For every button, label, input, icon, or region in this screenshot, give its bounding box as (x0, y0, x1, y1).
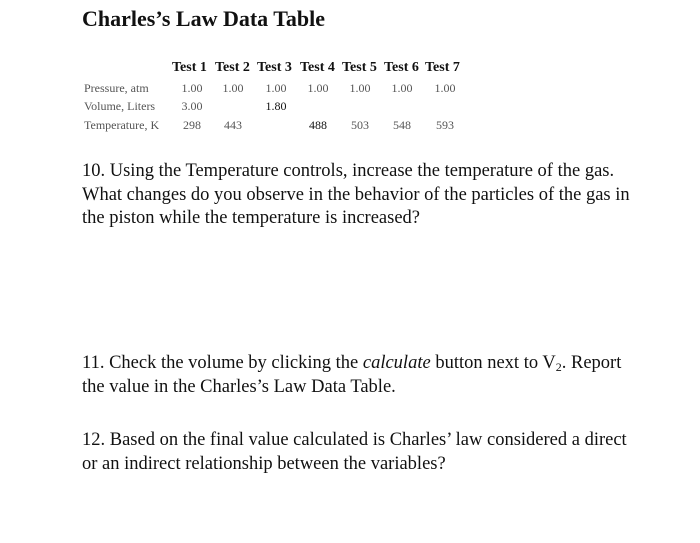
question-11-suffix: . Report the value in the Charles’s Law Data Table. (82, 353, 622, 397)
table-header-test-6: Test 6 (384, 60, 419, 75)
subscript-2: 2 (555, 360, 562, 374)
cell-temperature-test-7: 593 (436, 118, 454, 132)
table-header-test-7: Test 7 (425, 60, 460, 75)
row-label-volume: Volume, Liters (84, 99, 156, 113)
calculate-emphasis: calculate (362, 353, 431, 373)
row-label-temperature: Temperature, K (84, 118, 160, 132)
question-11 (82, 352, 642, 399)
cell-pressure-test-5: 1.00 (349, 81, 371, 95)
cell-pressure-test-1: 1.00 (181, 81, 203, 95)
table-header-test-5: Test 5 (342, 60, 377, 75)
table-header-test-3: Test 3 (257, 60, 292, 75)
cell-temperature-test-6: 548 (393, 118, 411, 132)
table-header-test-4: Test 4 (300, 60, 335, 75)
page-title: Charles’s Law Data Table (82, 6, 326, 31)
cell-volume-test-3: 1.80 (265, 99, 287, 113)
cell-temperature-test-1: 298 (183, 118, 201, 132)
question-11-prefix: 11. Check the volume by clicking the (82, 353, 363, 373)
cell-pressure-test-6: 1.00 (391, 81, 413, 95)
table-header-test-1: Test 1 (172, 60, 207, 75)
cell-pressure-test-3: 1.00 (265, 81, 287, 95)
cell-pressure-test-4: 1.00 (307, 81, 329, 95)
cell-pressure-test-7: 1.00 (434, 81, 456, 95)
question-10: 10. Using the Temperature controls, increase the temperature of the gas. What changes do you observe in the behavior of the particles of the gas in the piston while the temperature is increased? (82, 161, 630, 228)
cell-volume-test-1: 3.00 (181, 99, 203, 113)
cell-pressure-test-2: 1.00 (222, 81, 244, 95)
cell-temperature-test-5: 503 (351, 118, 369, 132)
row-label-pressure: Pressure, atm (84, 81, 149, 95)
data-table (0, 0, 700, 140)
cell-temperature-test-2: 443 (224, 118, 242, 132)
question-12: 12. Based on the final value calculated is Charles’ law considered a direct or an indirect relationship between the variables? (82, 430, 627, 474)
cell-temperature-test-4: 488 (309, 118, 327, 132)
question-11-middle: button next to V (430, 353, 556, 373)
table-header-test-2: Test 2 (215, 60, 250, 75)
